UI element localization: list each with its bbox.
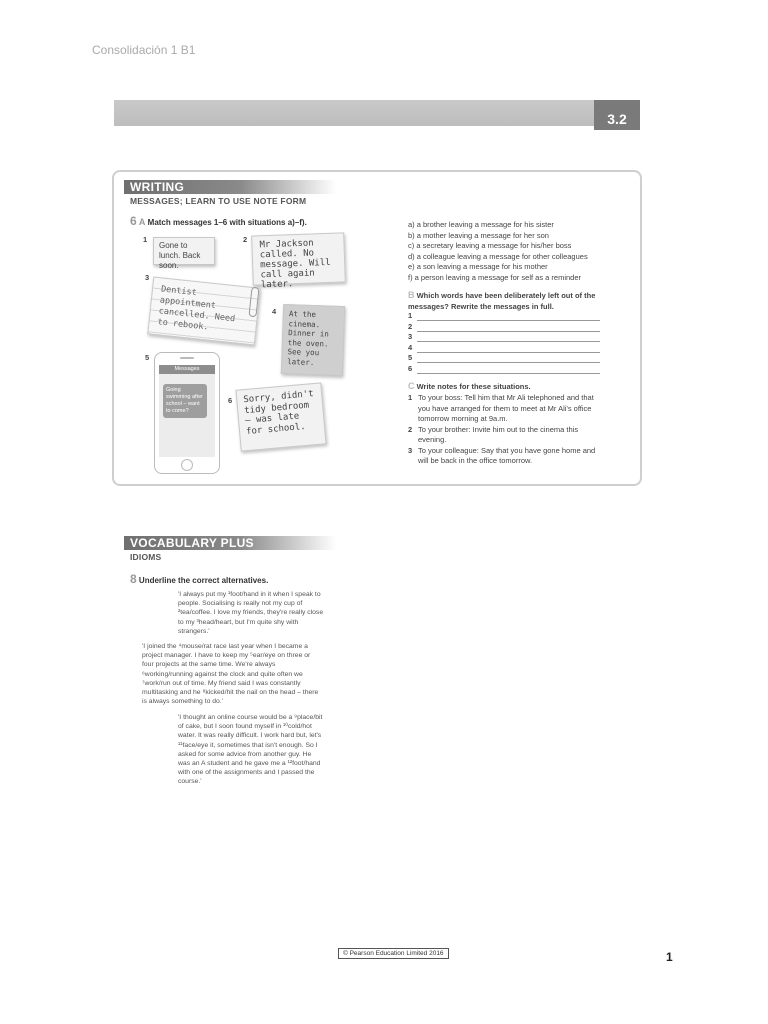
exercise-b-instruction: Which words have been deliberately left out of the messages? Rewrite the messages in full.	[408, 291, 596, 311]
note-4: At the cinema. Dinner in the oven. See you later.	[281, 304, 345, 376]
exercise-c-item-number: 3	[408, 445, 413, 455]
writing-section-title: WRITING	[124, 180, 336, 194]
exercise-c-item-number: 2	[408, 424, 413, 434]
idiom-paragraph-1: 'I always put my ¹foot/hand in it when I speak to people. Socialising is really not my cup of ²tea/coffee. I love my friends, they're really close to my ³head/heart, but I'm quite shy with strangers.'	[178, 591, 324, 635]
exercise-c-item	[408, 393, 604, 425]
exercise-c-item	[408, 446, 604, 467]
note-3-number: 3	[145, 273, 150, 282]
exercise-6-instruction: Match messages 1–6 with situations a)–f).	[147, 218, 307, 227]
idiom-paragraph-3: 'I thought an online course would be a ⁹place/bit of cake, but I soon found myself in ¹⁰cold/hot water. It was really difficult. I work hard but, let's ¹¹face/eye it, sometimes that isn't enough. So I asked for some advice from another guy. He was an A student and he gave me a ¹²foot/hand with one of the assignments and I passed the course.'	[178, 714, 323, 786]
situation-f: f) a person leaving a message for self as a reminder	[408, 272, 582, 282]
situations-list	[408, 220, 623, 283]
writing-subtitle: MESSAGES; LEARN TO USE NOTE FORM	[130, 196, 307, 206]
idiom-paragraph-2: 'I joined the ⁴mouse/rat race last year when I became a project manager. I have to keep my ⁵ear/eye on three or four projects at the same time. We're always ⁶working/running against the clock and quite often we ⁷work/run out of time. My friend said I was constantly multitasking and he ⁸kicked/hit the nail on the head – there is always something to do.'	[142, 643, 319, 706]
note-3: Dentist appointment cancelled. Need to rebook.	[147, 277, 260, 346]
note-1-number: 1	[143, 235, 148, 244]
answer-line-6[interactable]	[417, 373, 600, 374]
exercise-c-item-text: To your colleague: Say that you have gone home and will be back in the office tomorrow.	[418, 445, 596, 465]
phone-app-title: Messages	[159, 365, 215, 374]
answer-line-3[interactable]	[417, 341, 600, 342]
situation-c: c) a secretary leaving a message for his/her boss	[408, 241, 572, 250]
answer-line-label-6: 6	[408, 363, 413, 373]
situation-a: a) a brother leaving a message for his sister	[408, 220, 554, 229]
situation-e: e) a son leaving a message for his mother	[408, 262, 548, 271]
phone-home-button	[181, 459, 193, 471]
exercise-c-instruction: Write notes for these situations.	[416, 382, 531, 391]
exercise-c-items	[408, 393, 604, 467]
vocab-section-title: VOCABULARY PLUS	[124, 536, 336, 550]
document-header-title: Consolidación 1 B1	[92, 43, 196, 57]
note-4-number: 4	[272, 307, 277, 316]
exercise-8-instruction: Underline the correct alternatives.	[138, 576, 269, 585]
page-number: 1	[666, 950, 673, 964]
exercise-c-item	[408, 425, 604, 446]
exercise-6-number: 6	[130, 214, 137, 228]
answer-line-label-3: 3	[408, 332, 413, 341]
answer-line-2[interactable]	[417, 331, 600, 332]
answer-line-label-4: 4	[408, 342, 413, 352]
exercise-b-letter: B	[408, 290, 415, 300]
exercise-c-item-text: To your brother: Invite him out to the cinema this evening.	[418, 424, 579, 444]
exercise-6-letter: A	[138, 217, 146, 227]
copyright-notice: © Pearson Education Limited 2016	[338, 948, 449, 959]
exercise-b-heading	[408, 290, 608, 312]
situation-d: d) a colleague leaving a message for other colleagues	[408, 251, 588, 261]
note-6-number: 6	[228, 396, 233, 405]
answer-line-4[interactable]	[417, 352, 600, 353]
answer-line-label-2: 2	[408, 321, 413, 331]
unit-banner	[114, 100, 640, 126]
phone-message-bubble: Going swimming after school – want to come?	[163, 384, 207, 418]
note-2-number: 2	[243, 235, 248, 244]
note-1: Gone to lunch. Back soon.	[153, 237, 215, 265]
answer-line-label-1: 1	[408, 311, 413, 320]
note-6: Sorry, didn't tidy bedroom – was late for school.	[235, 382, 326, 451]
answer-line-label-5: 5	[408, 353, 413, 362]
answer-line-5[interactable]	[417, 362, 600, 363]
phone-screen	[159, 365, 215, 457]
phone-speaker	[180, 357, 194, 359]
exercise-c-heading	[408, 381, 608, 393]
exercise-c-letter: C	[408, 381, 415, 391]
exercise-8-number: 8	[130, 572, 137, 586]
situation-b: b) a mother leaving a message for her son	[408, 230, 549, 240]
exercise-c-item-text: To your boss: Tell him that Mr Ali telephoned and that you have arranged for them to meet at Mr Ali's office tomorrow morning at 9a.m.	[418, 393, 594, 423]
answer-line-1[interactable]	[417, 320, 600, 321]
note-2: Mr Jackson called. No message. Will call again later.	[251, 232, 346, 285]
phone-icon	[154, 352, 220, 474]
unit-number: 3.2	[594, 100, 640, 130]
exercise-c-item-number: 1	[408, 393, 413, 402]
vocab-subtitle: IDIOMS	[130, 552, 162, 562]
exercise-8-heading	[130, 572, 268, 586]
note-5-number: 5	[145, 353, 150, 362]
exercise-6-heading	[130, 214, 307, 228]
